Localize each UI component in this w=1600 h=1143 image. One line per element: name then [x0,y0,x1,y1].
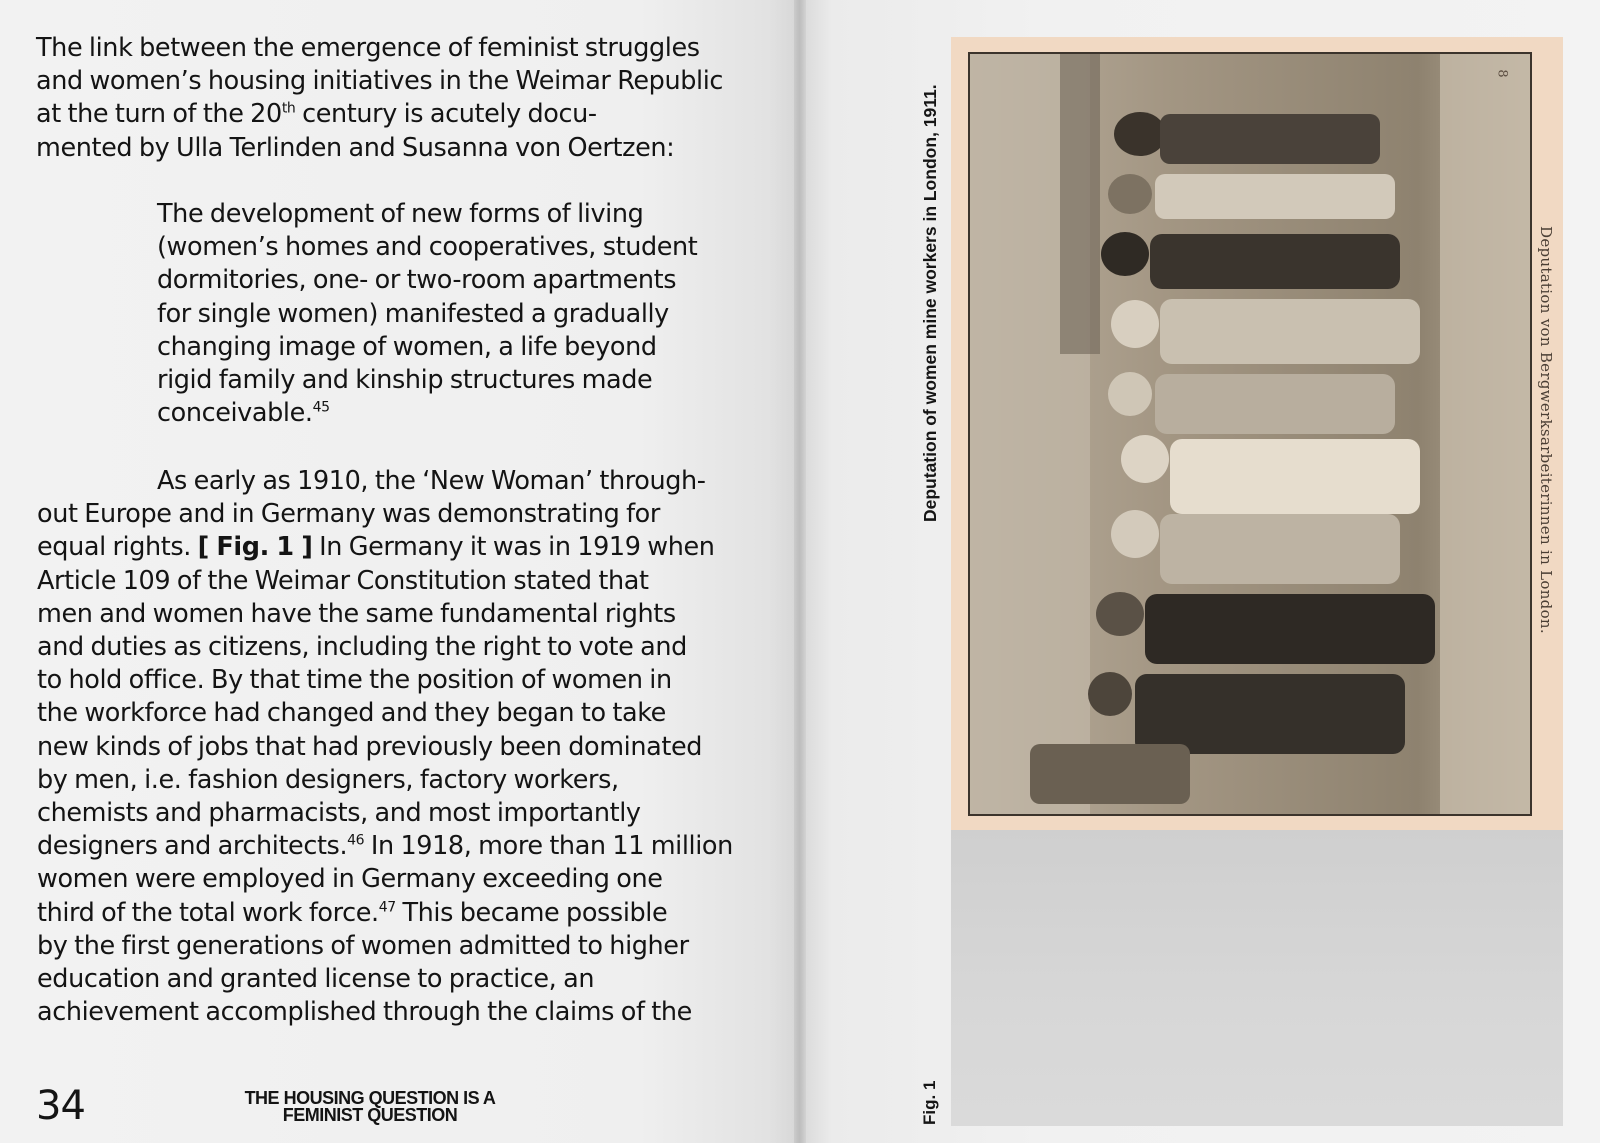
ordinal-superscript: th [281,100,296,117]
text-line [36,98,723,131]
figure-caption-text: Deputation of women mine workers in London, 1911. [920,84,940,522]
photo-illustration [970,54,1530,814]
footnote-ref-45[interactable]: 45 [312,399,330,416]
quote-line [157,397,697,430]
text-span: In Germany it was in 1919 when [312,532,715,563]
footnote-ref-47[interactable]: 47 [378,899,396,916]
page-number: 34 [36,1083,85,1129]
text-line: and duties as citizens, including the right to vote and [37,632,687,663]
quote-line: (women’s homes and cooperatives, student [157,232,698,263]
text-line: by men, i.e. fashion designers, factory workers, [37,764,619,795]
text-span: conceivable. [157,398,313,429]
photo-plate-number: 8 [1494,69,1510,78]
text-line: mented by Ulla Terlinden and Susanna von Oertzen: [36,132,675,163]
text-line: the workforce had changed and they began to take [37,698,666,729]
running-title-line: THE HOUSING QUESTION IS A [244,1088,496,1108]
running-title-line: FEMINIST QUESTION [282,1105,458,1125]
text-span: at the turn of the 20 [36,99,282,130]
text-line: achievement accomplished through the claims of the [37,997,692,1028]
grey-placeholder-block [951,830,1563,1126]
historic-photograph [968,52,1532,816]
text-line: Article 109 of the Weimar Constitution stated that [37,565,649,596]
figure-label-text: Fig. 1 [920,1080,939,1125]
footnote-ref-46[interactable]: 46 [347,832,365,849]
photo-inscription-text: Deputation von Bergwerksarbeiterinnen in London. [1537,226,1555,634]
text-span: This became possible [395,897,668,928]
text-line: chemists and pharmacists, and most importantly [37,798,641,829]
text-line [37,531,733,564]
quote-line: rigid family and kinship structures made [157,365,653,396]
text-line: As early as 1910, the ‘New Woman’ through- [157,466,706,496]
text-line: new kinds of jobs that had previously been dominated [37,731,703,762]
text-line: to hold office. By that time the position of women in [37,665,672,696]
photo-building [1060,54,1100,354]
text-line: and women’s housing initiatives in the Weimar Republic [36,66,724,97]
body-paragraph [37,465,733,1029]
text-line: by the first generations of women admitted to higher [37,930,689,961]
figure-reference-link[interactable]: [ Fig. 1 ] [197,532,313,563]
book-gutter [794,0,806,1143]
text-span: century is acutely docu- [295,99,597,130]
text-span: third of the total work force. [37,897,379,928]
quote-line: The development of new forms of living [157,199,644,229]
text-line: The link between the emergence of feminist struggles [36,33,700,63]
text-line: women were employed in Germany exceeding one [37,864,663,895]
text-line [37,897,733,930]
text-line: men and women have the same fundamental rights [37,598,676,629]
running-title [200,1090,540,1124]
text-line [37,830,733,863]
text-span: equal rights. [37,532,198,563]
quote-line: for single women) manifested a gradually [157,298,669,329]
text-line: education and granted license to practice, an [37,964,595,995]
intro-paragraph [36,32,723,165]
text-line: out Europe and in Germany was demonstrating for [37,499,660,530]
text-span: designers and architects. [37,831,348,862]
quote-line: changing image of women, a life beyond [157,331,657,362]
text-span: In 1918, more than 11 million [364,831,733,862]
photo-ground [1440,54,1530,814]
quote-line: dormitories, one- or two-room apartments [157,265,677,296]
block-quote [157,198,697,430]
